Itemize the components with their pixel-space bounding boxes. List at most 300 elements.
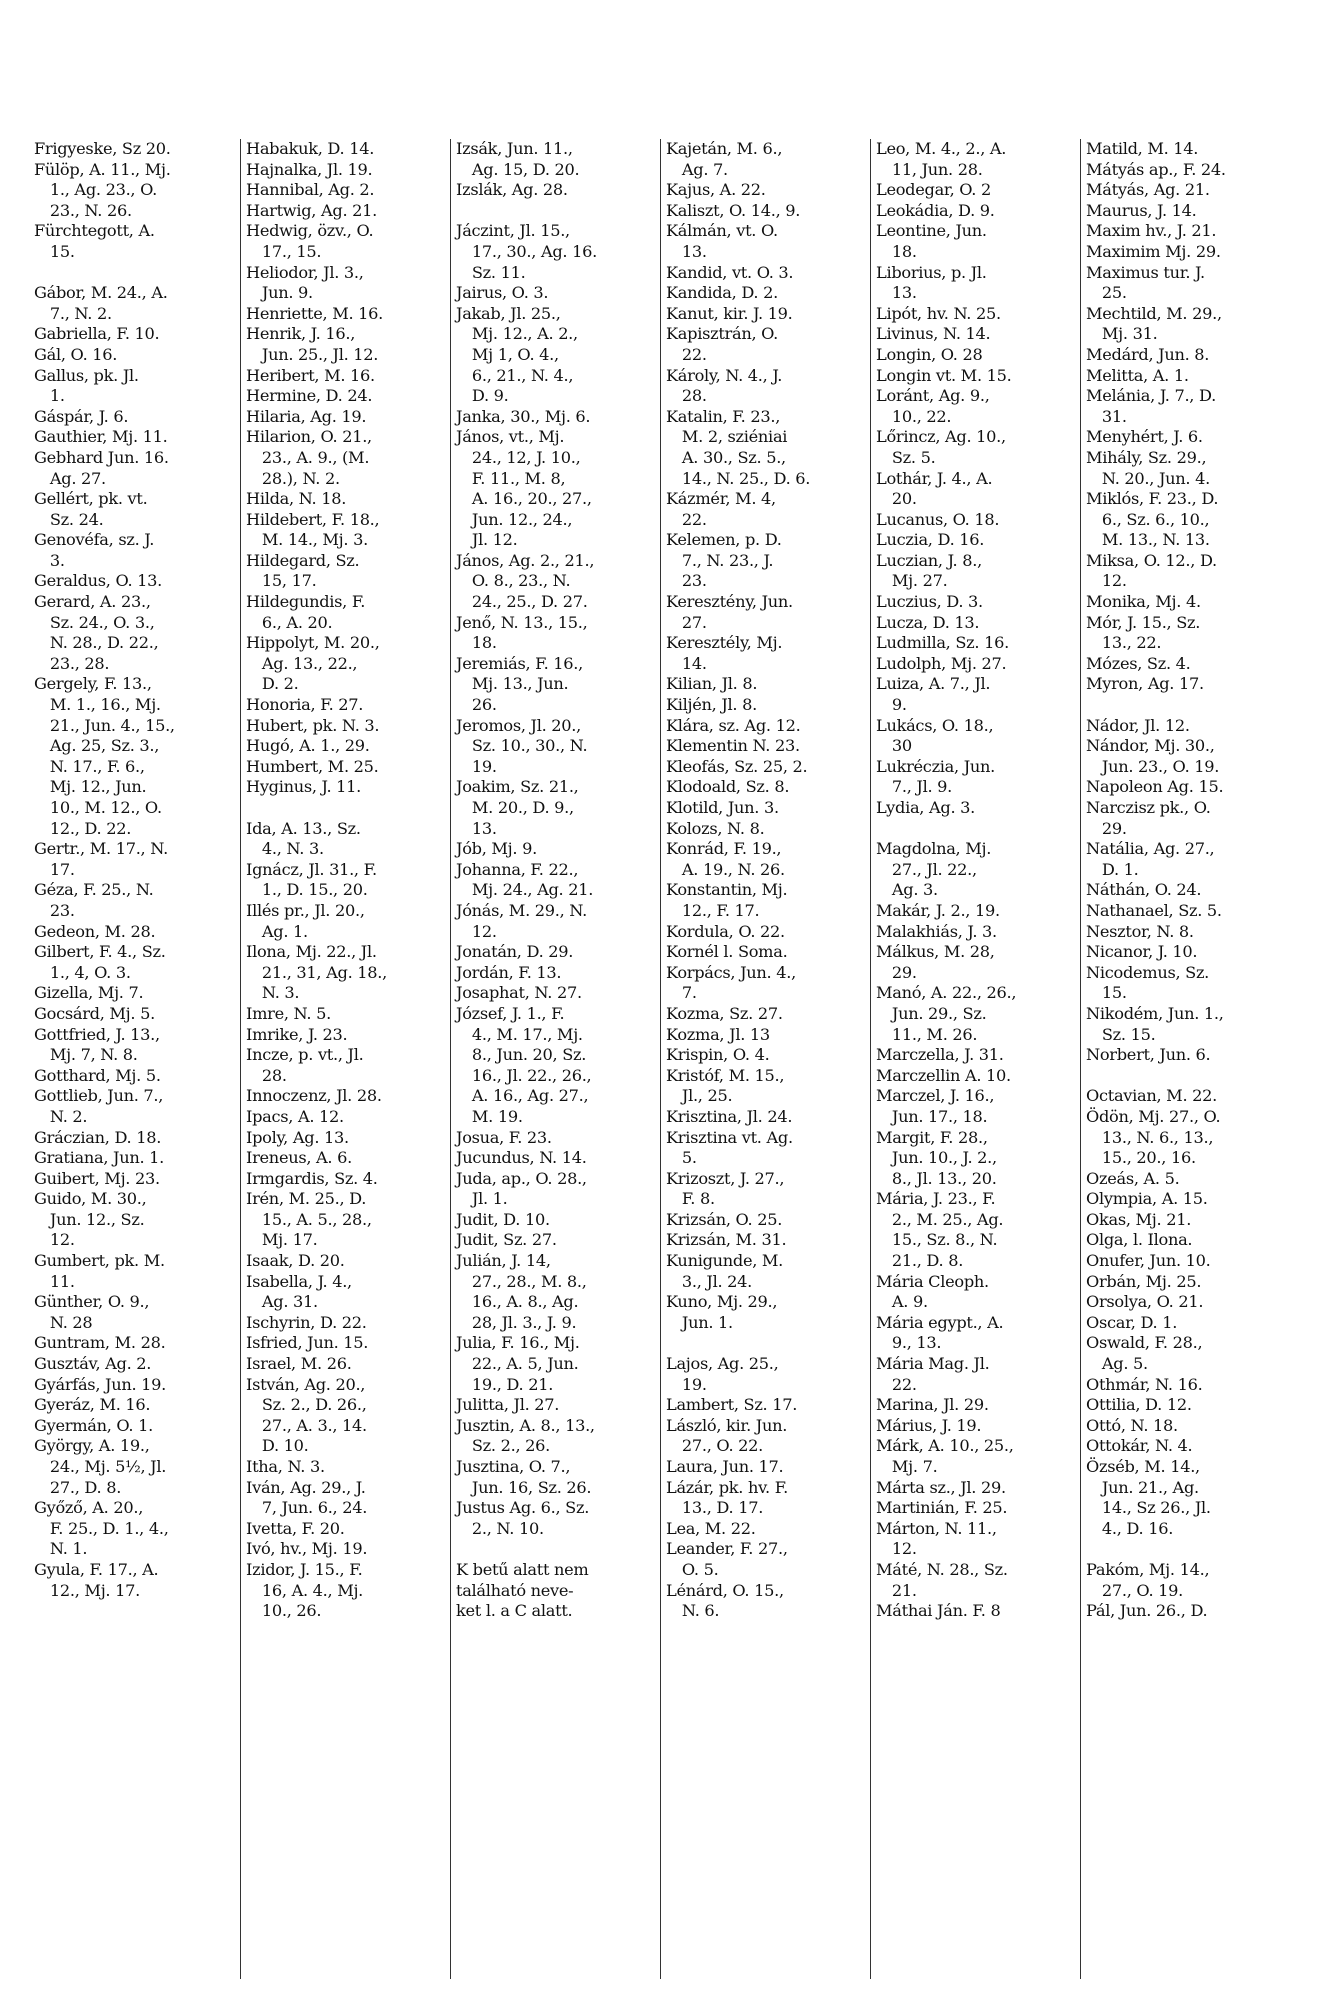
entry-line: Mj. 12., A. 2., [456,324,578,344]
entry-line: Henriette, M. 16. [246,303,384,323]
entry-line: 15. [1086,983,1127,1003]
entry-line: 17. [34,859,75,879]
entry-line: Johanna, F. 22., [456,859,579,879]
entry-line: 23. [666,571,707,591]
entry-line: 2., N. 10. [456,1518,544,1538]
column-5 [870,139,1080,1979]
entry-line: Honoria, F. 27. [246,695,364,715]
entry-line: Kajetán, M. 6., [666,139,783,158]
entry-line: 1., Ag. 23., O. [34,180,157,200]
entry-line: N. 6. [666,1601,720,1621]
entry-line: 22., A. 5, Jun. [456,1354,579,1374]
entry-line: Hilarion, O. 21., [246,427,372,447]
entry-line: A. 30., Sz. 5., [666,447,786,467]
entry-line: 27., 28., M. 8., [456,1271,587,1291]
entry-line: 15. [34,241,75,261]
entry-line: Nesztor, N. 8. [1086,921,1194,941]
entry-line: 6., A. 20. [246,612,333,632]
entry-line: Gellért, pk. vt. [34,489,148,509]
entry-line: Jeromos, Jl. 20., [456,715,581,735]
entry-line: Jónás, M. 29., N. [456,900,587,920]
entry-line: Ödön, Mj. 27., O. [1086,1106,1221,1126]
entry-line: Jl. 1. [456,1189,508,1209]
entry-line: Sz. 24., O. 3., [34,612,155,632]
entry-line: Heribert, M. 16. [246,365,375,385]
entry-line: Máthai Ján. F. 8 [876,1601,1001,1621]
entry-line: Jun. 10., J. 2., [876,1148,997,1168]
entry-line: Mátyás ap., F. 24. [1086,159,1226,179]
entry-line: Joakim, Sz. 21., [456,777,579,797]
entry-line: Ag. 3. [876,880,938,900]
entry-line: Hyginus, J. 11. [246,777,362,797]
entry-line: György, A. 19., [34,1436,150,1456]
entry-line: Hedwig, özv., O. [246,221,374,241]
entry-line: Ivetta, F. 20. [246,1518,345,1538]
entry-line: Martinián, F. 25. [876,1498,1008,1518]
entry-line: Julia, F. 16., Mj. [456,1333,580,1353]
entry-line: Gergely, F. 13., [34,674,152,694]
entry-line: 3., Jl. 24. [666,1271,753,1291]
entry-line: Gabriella, F. 10. [34,324,160,344]
entry-line: Győző, A. 20., [34,1498,144,1518]
column-6 [1080,139,1290,1979]
entry-line: O. 5. [666,1559,719,1579]
entry-line: Norbert, Jun. 6. [1086,1045,1211,1065]
entry-line: Gottlieb, Jun. 7., [34,1086,164,1106]
entry-line: 18. [456,633,497,653]
entry-line: Orsolya, O. 21. [1086,1292,1204,1312]
entry-line: F. 8. [666,1189,715,1209]
entry-line: Lázár, pk. hv. F. [666,1477,788,1497]
entry-line: Lőrincz, Ag. 10., [876,427,1006,447]
entry-line: Liborius, p. Jl. [876,262,987,282]
entry-line: Judit, D. 10. [456,1209,550,1229]
entry-line: Olympia, A. 15. [1086,1189,1208,1209]
entry-line: 10., 26. [246,1601,322,1621]
entry-line: Incze, p. vt., Jl. [246,1045,364,1065]
entry-line: Mj. 31. [1086,324,1158,344]
entry-line: 7., Jl. 9. [876,777,953,797]
entry-line: M. 20., D. 9., [456,798,574,817]
entry-line: Jordán, F. 13. [456,962,562,982]
entry-line: Mj. 13., Jun. [456,674,569,694]
entry-line: 20. [876,489,917,509]
entry-line: Humbert, M. 25. [246,756,379,776]
entry-line: Gráczian, D. 18. [34,1127,162,1147]
entry-line: Othmár, N. 16. [1086,1374,1203,1394]
entry-line: F. 25., D. 1., 4., [34,1518,169,1538]
entry-line: 15, 17. [246,571,317,591]
entry-line: Kozma, Jl. 13 [666,1024,770,1044]
entry-line: Ivó, hv., Mj. 19. [246,1539,368,1559]
entry-line: Kordula, O. 22. [666,921,785,941]
entry-line: Krizsán, O. 25. [666,1209,783,1229]
entry-line: Ottokár, N. 4. [1086,1436,1193,1456]
entry-line: Gáspár, J. 6. [34,406,129,426]
entry-line: Kaliszt, O. 14., 9. [666,200,801,220]
entry-line [34,263,240,284]
entry-line: Mihály, Sz. 29., [1086,447,1207,467]
entry-line: ket l. a C alatt. [456,1601,573,1621]
entry-line: 7. [666,983,697,1003]
entry-line: 13., N. 6., 13., [1086,1127,1214,1147]
entry-line: Jáczint, Jl. 15., [456,221,570,241]
entry-line: 28. [246,1065,287,1085]
entry-line: Imrike, J. 23. [246,1024,348,1044]
entry-line: 14., Sz 26., Jl. [1086,1498,1211,1518]
entry-line: Mária Cleoph. [876,1271,989,1291]
entry-line: 27., D. 8. [34,1477,122,1497]
entry-line: Hildebert, F. 18., [246,509,380,529]
entry-line: Ireneus, A. 6. [246,1148,352,1168]
entry-line: 21., D. 8. [876,1251,964,1271]
entry-line: Gebhard Jun. 16. [34,447,169,467]
entry-line: Klementin N. 23. [666,736,800,756]
entry-line: Gizella, Mj. 7. [34,983,144,1003]
entry-line: Guntram, M. 28. [34,1333,166,1353]
entry-line: 6., Sz. 6., 10., [1086,509,1210,529]
entry-line: Maximim Mj. 29. [1086,241,1221,261]
entry-line: Henrik, J. 16., [246,324,356,344]
entry-line: Itha, N. 3. [246,1457,325,1476]
entry-line: M. 1., 16., Mj. [34,695,161,715]
entry-line: Oswald, F. 28., [1086,1333,1203,1353]
entry-line: 13., D. 17. [666,1498,764,1518]
entry-line: Iván, Ag. 29., J. [246,1477,366,1497]
entry-line: László, kir. Jun. [666,1415,788,1435]
entry-line: Israel, M. 26. [246,1354,352,1374]
entry-line: Károly, N. 4., J. [666,365,783,385]
entry-line: Gusztáv, Ag. 2. [34,1354,152,1374]
entry-line: Jonatán, D. 29. [456,942,574,962]
entry-line: Gotthard, Mj. 5. [34,1065,161,1085]
entry-line: Lipót, hv. N. 25. [876,303,1001,323]
entry-line: Marczellin A. 10. [876,1065,1011,1085]
entry-line: Napoleon Ag. 15. [1086,777,1224,797]
entry-line: Jun. 17., 18. [876,1106,988,1126]
entry-line: Jusztina, O. 7., [456,1457,571,1476]
entry-line: N. 3. [246,983,300,1003]
entry-line: Gál, O. 16. [34,344,118,364]
entry-line: Jun. 29., Sz. [876,1003,987,1023]
entry-line: Janka, 30., Mj. 6. [456,406,591,426]
entry-line: Hannibal, Ag. 2. [246,180,375,200]
entry-line: 26. [456,695,497,715]
entry-line: 11., M. 26. [876,1024,978,1044]
entry-line: Julián, J. 14, [456,1251,551,1271]
entry-line: Octavian, M. 22. [1086,1086,1217,1106]
entry-line: Gyárfás, Jun. 19. [34,1374,166,1394]
entry-line: Jl. 12. [456,530,518,550]
entry-line: 10., M. 12., O. [34,798,162,817]
entry-line: Sz. 5. [876,447,936,467]
entry-line: 4., N. 3. [246,839,324,859]
entry-line: Kelemen, p. D. [666,530,782,550]
entry-line: 8., Jun. 20, Sz. [456,1045,587,1065]
entry-line: Krispin, O. 4. [666,1045,770,1065]
entry-line: 24., 25., D. 27. [456,592,588,612]
entry-line: Izidor, J. 15., F. [246,1559,363,1579]
entry-line: Sz. 2., D. 26., [246,1395,367,1415]
entry-line: Melánia, J. 7., D. [1086,386,1216,406]
entry-line: Jakab, Jl. 25., [456,303,561,323]
entry-line: Keresztély, Mj. [666,633,783,653]
entry-line: Nicodemus, Sz. [1086,962,1210,982]
entry-line: Klotild, Jun. 3. [666,798,779,817]
entry-line: Jairus, O. 3. [456,283,549,303]
entry-line: 29. [1086,818,1127,838]
entry-line: Gauthier, Mj. 11. [34,427,168,447]
entry-line: Lucanus, O. 18. [876,509,1000,529]
entry-line: Luczius, D. 3. [876,592,983,612]
entry-line: Gilbert, F. 4., Sz. [34,942,166,962]
entry-line: 21., 31, Ag. 18., [246,962,387,982]
entry-line: Livinus, N. 14. [876,324,991,344]
entry-line: Krizsán, M. 31. [666,1230,787,1250]
entry-line: Mj. 24., Ag. 21. [456,880,594,900]
entry-line: Irmgardis, Sz. 4. [246,1168,378,1188]
entry-line: Olga, l. Ilona. [1086,1230,1193,1250]
entry-line: Jób, Mj. 9. [456,839,537,859]
entry-line: Pál, Jun. 26., D. [1086,1601,1208,1621]
entry-line: Gerard, A. 23., [34,592,151,612]
entry-line: Jun. 25., Jl. 12. [246,344,379,364]
entry-line: Luczia, D. 16. [876,530,985,550]
entry-line: Jusztin, A. 8., 13., [456,1415,595,1435]
entry-line: Geraldus, O. 13. [34,571,163,591]
entry-line: Nándor, Mj. 30., [1086,736,1215,756]
entry-line: János, vt., Mj. [456,427,565,447]
entry-line: Málkus, M. 28, [876,942,995,962]
entry-line: Lydia, Ag. 3. [876,798,975,817]
entry-line: Imre, N. 5. [246,1003,331,1023]
entry-line: Jl., 25. [666,1086,733,1106]
entry-line: Ag. 13., 22., [246,653,358,673]
entry-line: Kozma, Sz. 27. [666,1003,783,1023]
entry-line: Sz. 2., 26. [456,1436,550,1456]
entry-line: Krisztina vt. Ag. [666,1127,793,1147]
entry-line: Korpács, Jun. 4., [666,962,796,982]
entry-line: Gyeráz, M. 16. [34,1395,151,1415]
entry-line [456,1539,660,1560]
entry-line: Márta sz., Jl. 29. [876,1477,1006,1497]
entry-line: Magdolna, Mj. [876,839,992,859]
entry-line: Heliodor, Jl. 3., [246,262,364,282]
entry-line: Márk, A. 10., 25., [876,1436,1014,1456]
entry-line: Isaak, D. 20. [246,1251,345,1271]
entry-line: 27., O. 22. [666,1436,763,1456]
entry-line: Mj. 17. [246,1230,318,1250]
entry-line: Leo, M. 4., 2., A. [876,139,1007,158]
entry-line: Ag. 7. [666,159,728,179]
entry-line: 5. [666,1148,697,1168]
entry-line: A. 16., 20., 27., [456,489,592,509]
entry-line: Leodegar, O. 2 [876,180,991,200]
entry-line: Isfried, Jun. 15. [246,1333,369,1353]
entry-line: O. 8., 23., N. [456,571,571,591]
entry-line: N. 2. [34,1106,88,1126]
entry-line: 9., 13. [876,1333,942,1353]
entry-line: Gedeon, M. 28. [34,921,156,941]
entry-line: Jun. 16, Sz. 26. [456,1477,592,1497]
entry-line: 25. [1086,283,1127,303]
entry-line: Lénárd, O. 15., [666,1580,784,1600]
entry-line: Ag. 1. [246,921,308,941]
entry-line: 17., 30., Ag. 16. [456,241,597,261]
entry-line: Mátyás, Ag. 21. [1086,180,1210,200]
entry-line: 19. [666,1374,707,1394]
entry-line: Jucundus, N. 14. [456,1148,587,1168]
entry-line: M. 13., N. 13. [1086,530,1210,550]
entry-line: Guido, M. 30., [34,1189,147,1209]
entry-line: Habakuk, D. 14. [246,139,375,158]
column-4 [660,139,870,1979]
entry-line: Ozeás, A. 5. [1086,1168,1180,1188]
entry-line: Kunigunde, M. [666,1251,784,1271]
entry-line: 10., 22. [876,406,952,426]
entry-line: 12. [34,1230,75,1250]
entry-line: Marina, Jl. 29. [876,1395,989,1415]
entry-line: Orbán, Mj. 25. [1086,1271,1202,1291]
entry-line: N. 17., F. 6., [34,756,145,776]
entry-line: Hartwig, Ag. 21. [246,200,377,220]
entry-line: Juda, ap., O. 28., [456,1168,587,1188]
entry-line: 3. [34,550,65,570]
entry-line: M. 2, sziéniai [666,427,788,447]
entry-line: 24., Mj. 5½, Jl. [34,1457,167,1476]
entry-line: 12. [1086,571,1127,591]
entry-line: Lukréczia, Jun. [876,756,996,776]
column-3 [450,139,660,1979]
entry-line: Náthán, O. 24. [1086,880,1202,900]
entry-line: F. 11., M. 8, [456,468,566,488]
entry-line: Fülöp, A. 11., Mj. [34,159,171,179]
entry-line: Katalin, F. 23., [666,406,781,426]
entry-line: Gyula, F. 17., A. [34,1559,159,1579]
entry-line: Jun. 12., Sz. [34,1209,145,1229]
entry-line: Genovéfa, sz. J. [34,530,155,550]
entry-line: Hajnalka, Jl. 19. [246,159,373,179]
entry-line: Ipacs, A. 12. [246,1106,344,1126]
entry-line: Sz. 10., 30., N. [456,736,588,756]
entry-line: 19., D. 21. [456,1374,554,1394]
entry-line: Medárd, Jun. 8. [1086,344,1210,364]
entry-line: Jun. 23., O. 19. [1086,756,1220,776]
entry-line: Gábor, M. 24., A. [34,283,168,303]
entry-line: Gertr., M. 17., N. [34,839,168,859]
entry-line [1086,1539,1290,1560]
entry-line: Kandida, D. 2. [666,283,778,303]
entry-line: Leander, F. 27., [666,1539,788,1559]
entry-line [1086,1066,1290,1087]
entry-line: Mechtild, M. 29., [1086,303,1222,323]
entry-line: Nikodém, Jun. 1., [1086,1003,1224,1023]
entry-line: 28. [666,386,707,406]
entry-line: Melitta, A. 1. [1086,365,1189,385]
entry-line: N. 28., D. 22., [34,633,159,653]
entry-line: 13. [456,818,497,838]
entry-line: Irén, M. 25., D. [246,1189,367,1209]
entry-line: Justus Ag. 6., Sz. [456,1498,590,1518]
entry-line: 28.), N. 2. [246,468,340,488]
entry-line: 27., O. 19. [1086,1580,1183,1600]
entry-line: Nicanor, J. 10. [1086,942,1198,962]
entry-line: Miksa, O. 12., D. [1086,550,1217,570]
entry-line: Ag. 5. [1086,1354,1148,1374]
entry-line: Lukács, O. 18., [876,715,994,735]
entry-line: Makár, J. 2., 19. [876,900,1000,920]
entry-line: 22. [666,344,707,364]
entry-line: Longin, O. 28 [876,344,983,364]
entry-line: 14. [666,653,707,673]
entry-line: Lajos, Ag. 25., [666,1354,779,1374]
entry-line: Kornél l. Soma. [666,942,788,962]
entry-line: N. 28 [34,1312,93,1332]
entry-line: Marczella, J. 31. [876,1045,1004,1065]
entry-line: Jenő, N. 13., 15., [456,612,588,632]
entry-line: Lucza, D. 13. [876,612,980,632]
entry-line: 13., 22. [1086,633,1162,653]
entry-line: 12., D. 22. [34,818,132,838]
entry-line: Hilda, N. 18. [246,489,347,509]
entry-line: Ischyrin, D. 22. [246,1312,367,1332]
entry-line: Sz. 24. [34,509,104,529]
entry-line [666,1333,870,1354]
entry-line: Hippolyt, M. 20., [246,633,380,653]
entry-line: Nádor, Jl. 12. [1086,715,1190,735]
entry-line: 8., Jl. 13., 20. [876,1168,997,1188]
entry-line: Ag. 15, D. 20. [456,159,580,179]
entry-line: Mária egypt., A. [876,1312,1004,1332]
entry-line: 14., N. 25., D. 6. [666,468,811,488]
entry-line: 16., A. 8., Ag. [456,1292,579,1312]
entry-line: Kanut, kir. J. 19. [666,303,793,323]
entry-line: 13. [666,241,707,261]
entry-line: Manó, A. 22., 26., [876,983,1017,1003]
entry-line: Mj. 7, N. 8. [34,1045,138,1065]
entry-line: Innoczenz, Jl. 28. [246,1086,382,1106]
entry-line: Laura, Jun. 17. [666,1457,784,1476]
entry-line: Jun. 9. [246,283,313,303]
entry-line: Mózes, Sz. 4. [1086,653,1191,673]
entry-line: 2., M. 25., Ag. [876,1209,1004,1229]
entry-line: Kristóf, M. 15., [666,1065,785,1085]
entry-line: D. 1. [1086,859,1139,879]
entry-line: Kilian, Jl. 8. [666,674,758,694]
entry-line: Leontine, Jun. [876,221,987,241]
entry-line: Mj 1, O. 4., [456,344,559,364]
entry-line: Narczisz pk., O. [1086,798,1211,817]
entry-line: 1., 4, O. 3. [34,962,131,982]
column-1 [30,139,240,1979]
entry-line: 7, Jun. 6., 24. [246,1498,368,1518]
entry-line: Ottó, N. 18. [1086,1415,1178,1435]
entry-line: Malakhiás, J. 3. [876,921,997,941]
entry-line: Loránt, Ag. 9., [876,386,990,406]
entry-line: Krisztina, Jl. 24. [666,1106,793,1126]
entry-line: található neve- [456,1580,574,1600]
entry-line: Hermine, D. 24. [246,386,373,406]
entry-line: Ag. 25, Sz. 3., [34,736,160,756]
entry-line: Géza, F. 25., N. [34,880,154,900]
entry-line: Gottfried, J. 13., [34,1024,160,1044]
entry-line: Sz. 11. [456,262,526,282]
entry-line: 23., N. 26. [34,200,132,220]
entry-line: István, Ag. 20., [246,1374,366,1394]
entry-line: A. 19., N. 26. [666,859,785,879]
entry-line: János, Ag. 2., 21., [456,550,595,570]
entry-line: 22. [876,1374,917,1394]
